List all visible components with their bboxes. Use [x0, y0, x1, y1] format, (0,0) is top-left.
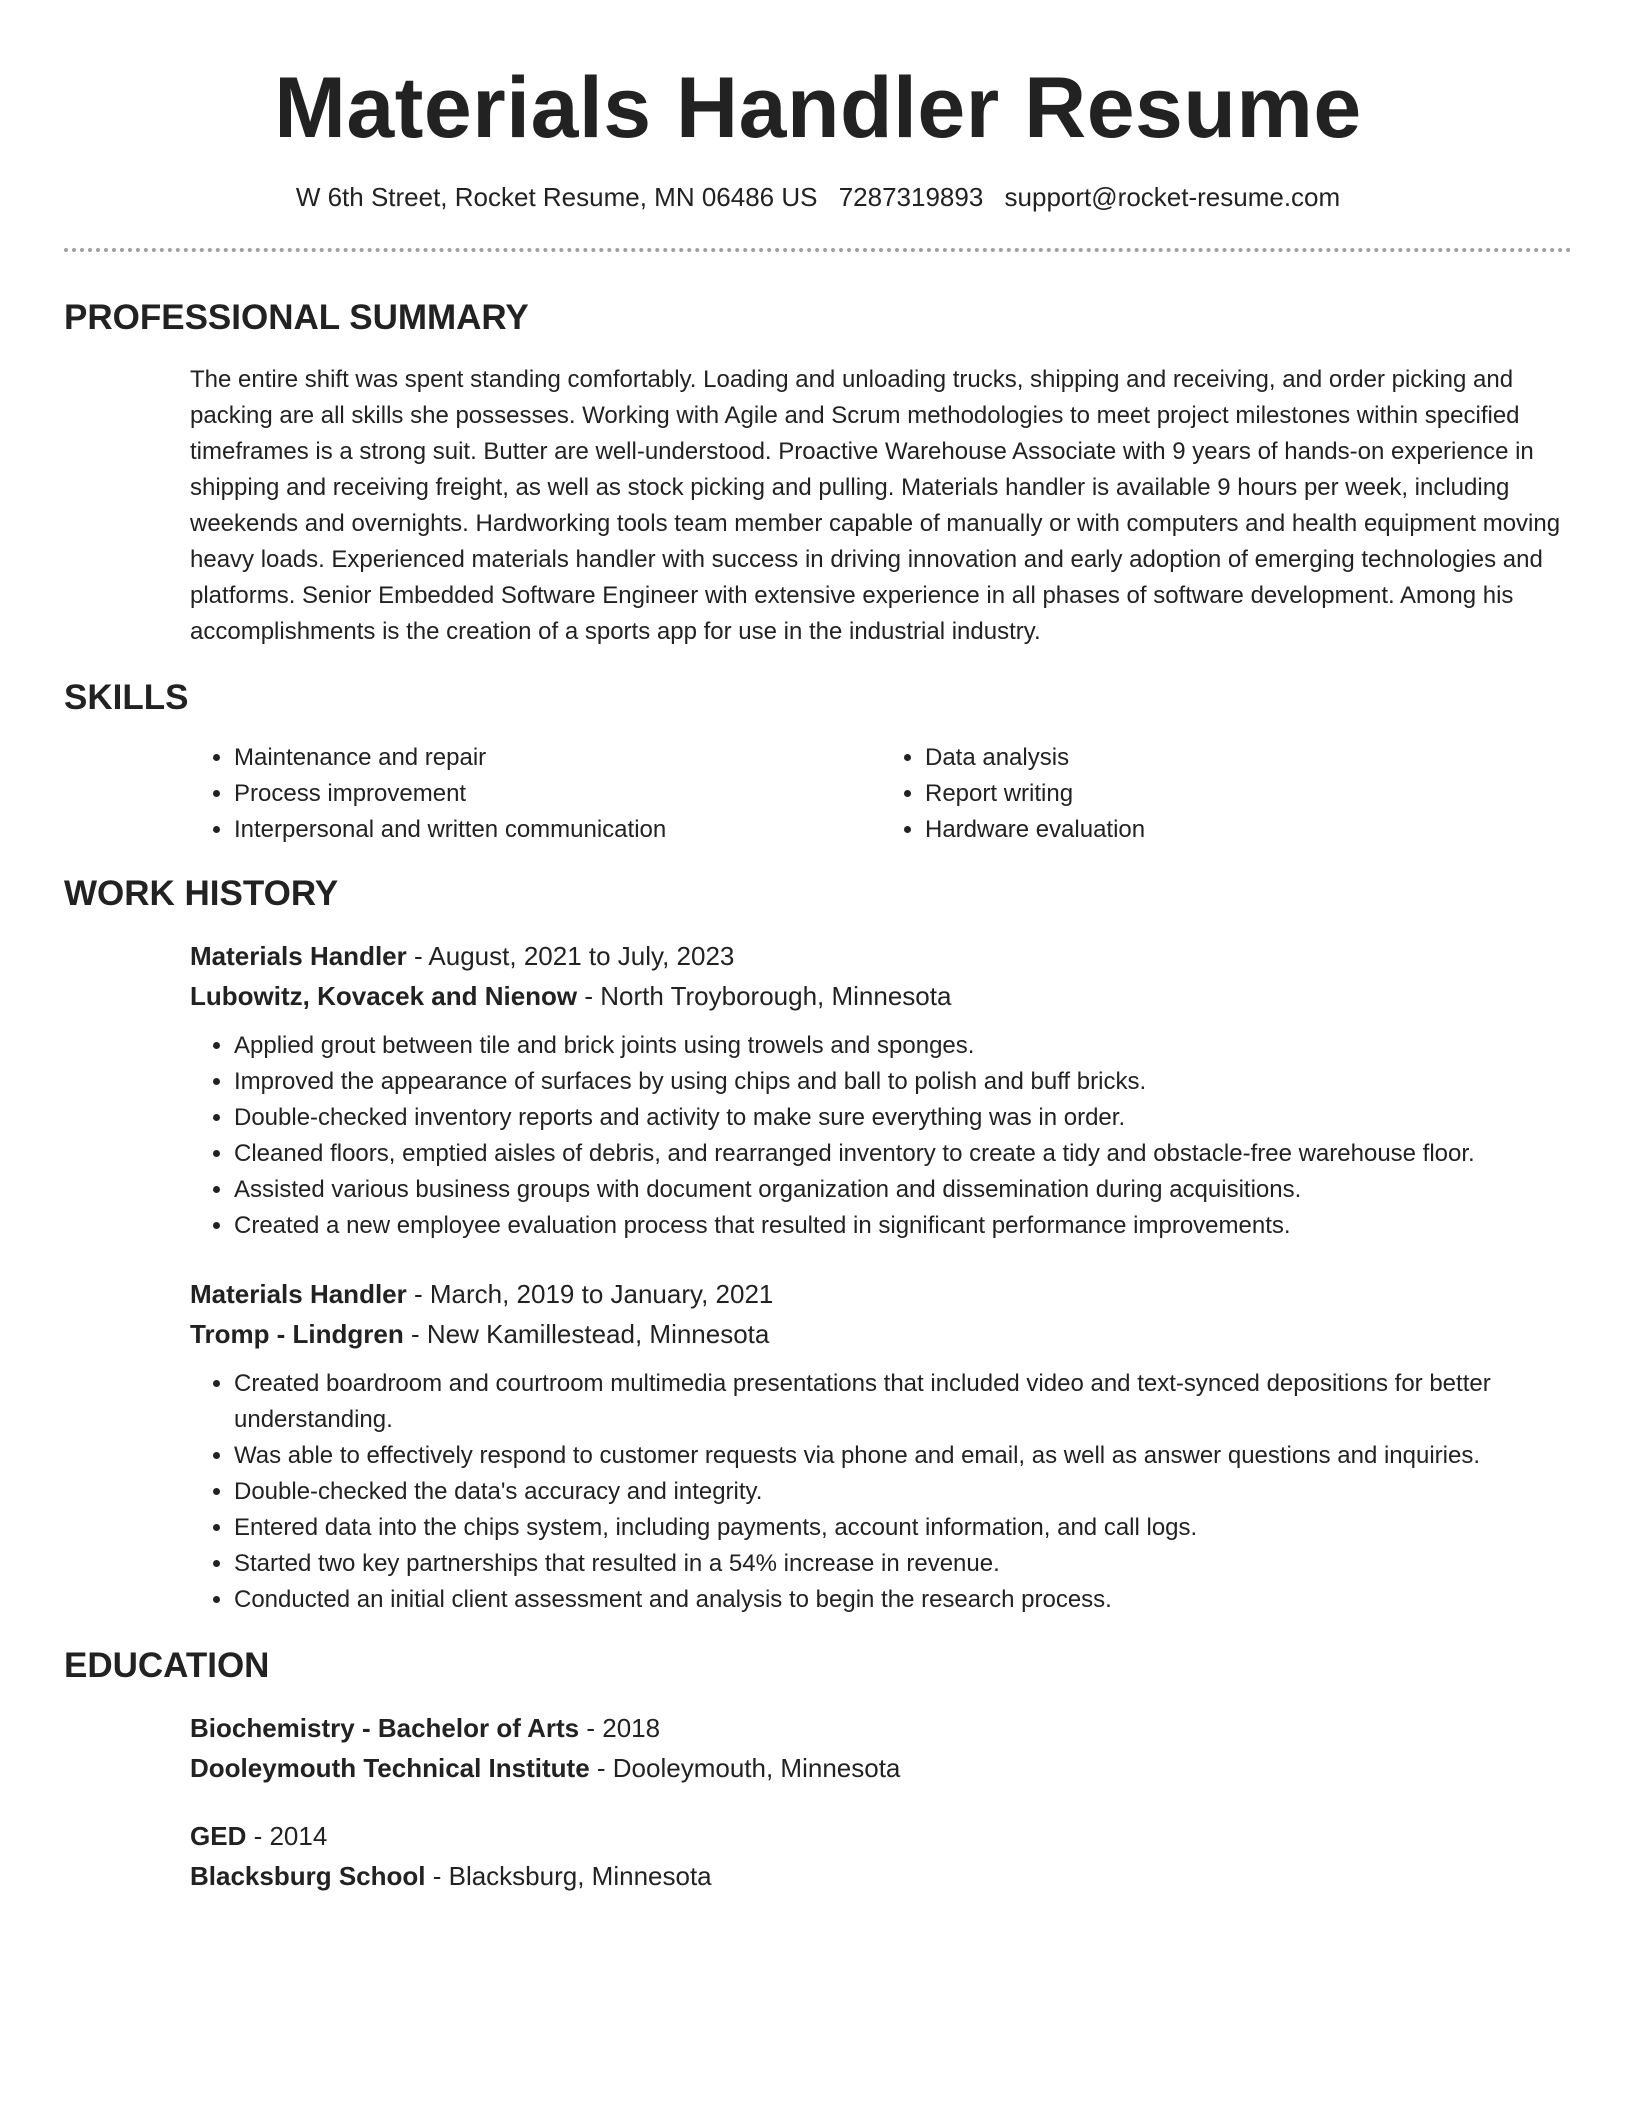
- education-school: Blacksburg School: [190, 1861, 426, 1891]
- job-bullet: • Assisted various business groups with document organization and dissemination during acquisitions.: [234, 1172, 1572, 1208]
- job-title-line: [190, 1274, 1572, 1314]
- job-bullet: • Applied grout between tile and brick joints using trowels and sponges.: [234, 1028, 1572, 1064]
- job-company-line: [190, 1314, 1572, 1354]
- summary-section: [190, 362, 1572, 650]
- skill-item: • Report writing: [925, 776, 1572, 812]
- job-bullet: • Started two key partnerships that resulted in a 54% increase in revenue.: [234, 1546, 1572, 1582]
- contact-address: W 6th Street, Rocket Resume, MN 06486 US: [295, 182, 818, 212]
- education-school-line: [190, 1856, 1572, 1896]
- education-degree: Biochemistry - Bachelor of Arts: [190, 1713, 580, 1743]
- job-bullet: • Improved the appearance of surfaces by using chips and ball to polish and buff bricks.: [234, 1064, 1572, 1100]
- summary-heading: PROFESSIONAL SUMMARY: [64, 298, 529, 337]
- job-bullet: • Conducted an initial client assessment and analysis to begin the research process.: [234, 1582, 1572, 1618]
- education-location: - Dooleymouth, Minnesota: [589, 1753, 901, 1783]
- job-title: Materials Handler: [190, 1279, 407, 1309]
- job-entry: [190, 936, 1572, 1244]
- job-dates: - March, 2019 to January, 2021: [406, 1279, 774, 1309]
- job-location: - North Troyborough, Minnesota: [577, 981, 952, 1011]
- work-history-heading: WORK HISTORY: [64, 874, 339, 913]
- education-heading: EDUCATION: [64, 1646, 270, 1685]
- summary-text: The entire shift was spent standing comfortably. Loading and unloading trucks, shipping and receiving, and order picking and packing are all skills she possesses. Working with Agile and Scrum methodologies to meet project milestones within specified timeframes is a strong suit. Butter are well-understood. Proactive Warehouse Associate with 9 years of hands-on experience in shipping and receiving freight, as well as stock picking and pulling. Materials handler is available 9 hours per week, including weekends and overnights. Hardworking tools team member capable of manually or with computers and health equipment moving heavy loads. Experienced materials handler with success in driving innovation and early adoption of emerging technologies and platforms. Senior Embedded Software Engineer with extensive experience in all phases of software development. Among his accomplishments is the creation of a sports app for use in the industrial industry.: [190, 366, 1561, 645]
- job-bullet: • Double-checked the data's accuracy and integrity.: [234, 1474, 1572, 1510]
- education-degree-line: [190, 1708, 1572, 1748]
- education-year: - 2018: [579, 1713, 661, 1743]
- job-company-line: [190, 976, 1572, 1016]
- education-year: - 2014: [246, 1821, 328, 1851]
- resume-page: [64, 0, 1572, 1896]
- job-company: Tromp - Lindgren: [190, 1319, 404, 1349]
- education-entry: [190, 1708, 1572, 1788]
- job-company: Lubowitz, Kovacek and Nienow: [190, 981, 578, 1011]
- skill-item: • Maintenance and repair: [234, 740, 881, 776]
- education-section: [190, 1708, 1572, 1896]
- job-bullets: [190, 1028, 1572, 1244]
- skills-list-left: [190, 740, 881, 848]
- contact-line: [64, 180, 1572, 214]
- resume-title: Materials Handler Resume: [274, 60, 1362, 156]
- skill-item: • Interpersonal and written communication: [234, 812, 881, 848]
- skills-section: [190, 740, 1572, 848]
- education-location: - Blacksburg, Minnesota: [425, 1861, 712, 1891]
- job-bullet: • Double-checked inventory reports and activity to make sure everything was in order.: [234, 1100, 1572, 1136]
- skills-heading: SKILLS: [64, 678, 189, 717]
- header-divider: [64, 248, 1572, 252]
- skill-item: • Process improvement: [234, 776, 881, 812]
- job-bullets: [190, 1366, 1572, 1618]
- job-bullet: • Created a new employee evaluation process that resulted in significant performance improvements.: [234, 1208, 1572, 1244]
- job-title-line: [190, 936, 1572, 976]
- job-bullet: • Was able to effectively respond to customer requests via phone and email, as well as answer questions and inquiries.: [234, 1438, 1572, 1474]
- skill-item: • Hardware evaluation: [925, 812, 1572, 848]
- work-history-section: [190, 936, 1572, 1618]
- skill-item: • Data analysis: [925, 740, 1572, 776]
- education-entry: [190, 1816, 1572, 1896]
- job-bullet: • Created boardroom and courtroom multimedia presentations that included video and text-synced depositions for better understanding.: [234, 1366, 1572, 1438]
- contact-email: support@rocket-resume.com: [1004, 182, 1341, 212]
- skills-list-right: [881, 740, 1572, 848]
- education-degree: GED: [190, 1821, 247, 1851]
- job-bullet: • Cleaned floors, emptied aisles of debris, and rearranged inventory to create a tidy and obstacle-free warehouse floor.: [234, 1136, 1572, 1172]
- education-degree-line: [190, 1816, 1572, 1856]
- job-dates: - August, 2021 to July, 2023: [406, 941, 735, 971]
- job-title: Materials Handler: [190, 941, 407, 971]
- contact-phone: 7287319893: [838, 182, 984, 212]
- job-location: - New Kamillestead, Minnesota: [403, 1319, 770, 1349]
- job-entry: [190, 1274, 1572, 1618]
- education-school: Dooleymouth Technical Institute: [190, 1753, 590, 1783]
- education-school-line: [190, 1748, 1572, 1788]
- job-bullet: • Entered data into the chips system, including payments, account information, and call logs.: [234, 1510, 1572, 1546]
